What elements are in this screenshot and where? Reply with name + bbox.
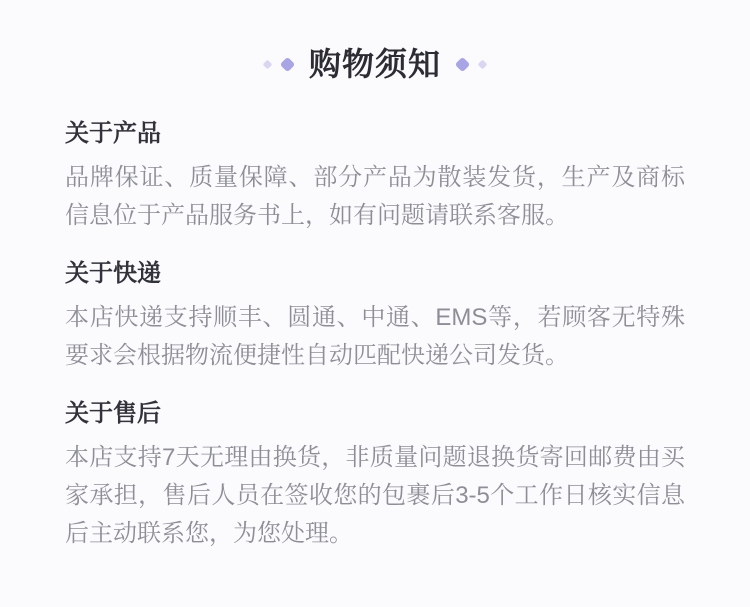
- section-heading: 关于快递: [65, 260, 161, 287]
- section-heading: 关于售后: [65, 400, 161, 427]
- section-body: 本店快递支持顺丰、圆通、中通、EMS等，若顾客无特殊要求会根据物流便捷性自动匹配快递公司发货。: [65, 304, 685, 369]
- section-about-aftersales: [65, 398, 685, 553]
- diamond-small-icon: [263, 59, 273, 69]
- diamond-large-icon: [455, 56, 471, 72]
- diamond-large-icon: [280, 56, 296, 72]
- section-body: 品牌保证、质量保障、部分产品为散装发货，生产及商标信息位于产品服务书上，如有问题请联系客服。: [65, 164, 685, 229]
- section-body: 本店支持7天无理由换货，非质量问题退换货寄回邮费由买家承担，售后人员在签收您的包裹后3-5个工作日核实信息后主动联系您，为您处理。: [65, 444, 685, 547]
- title-decoration-left: [264, 59, 293, 70]
- section-about-delivery: [65, 258, 685, 375]
- section-heading: 关于产品: [65, 120, 161, 147]
- page-title-row: [65, 44, 685, 84]
- title-decoration-right: [457, 59, 486, 70]
- diamond-small-icon: [478, 59, 488, 69]
- page-title: 购物须知: [308, 46, 441, 82]
- section-about-product: [65, 118, 685, 235]
